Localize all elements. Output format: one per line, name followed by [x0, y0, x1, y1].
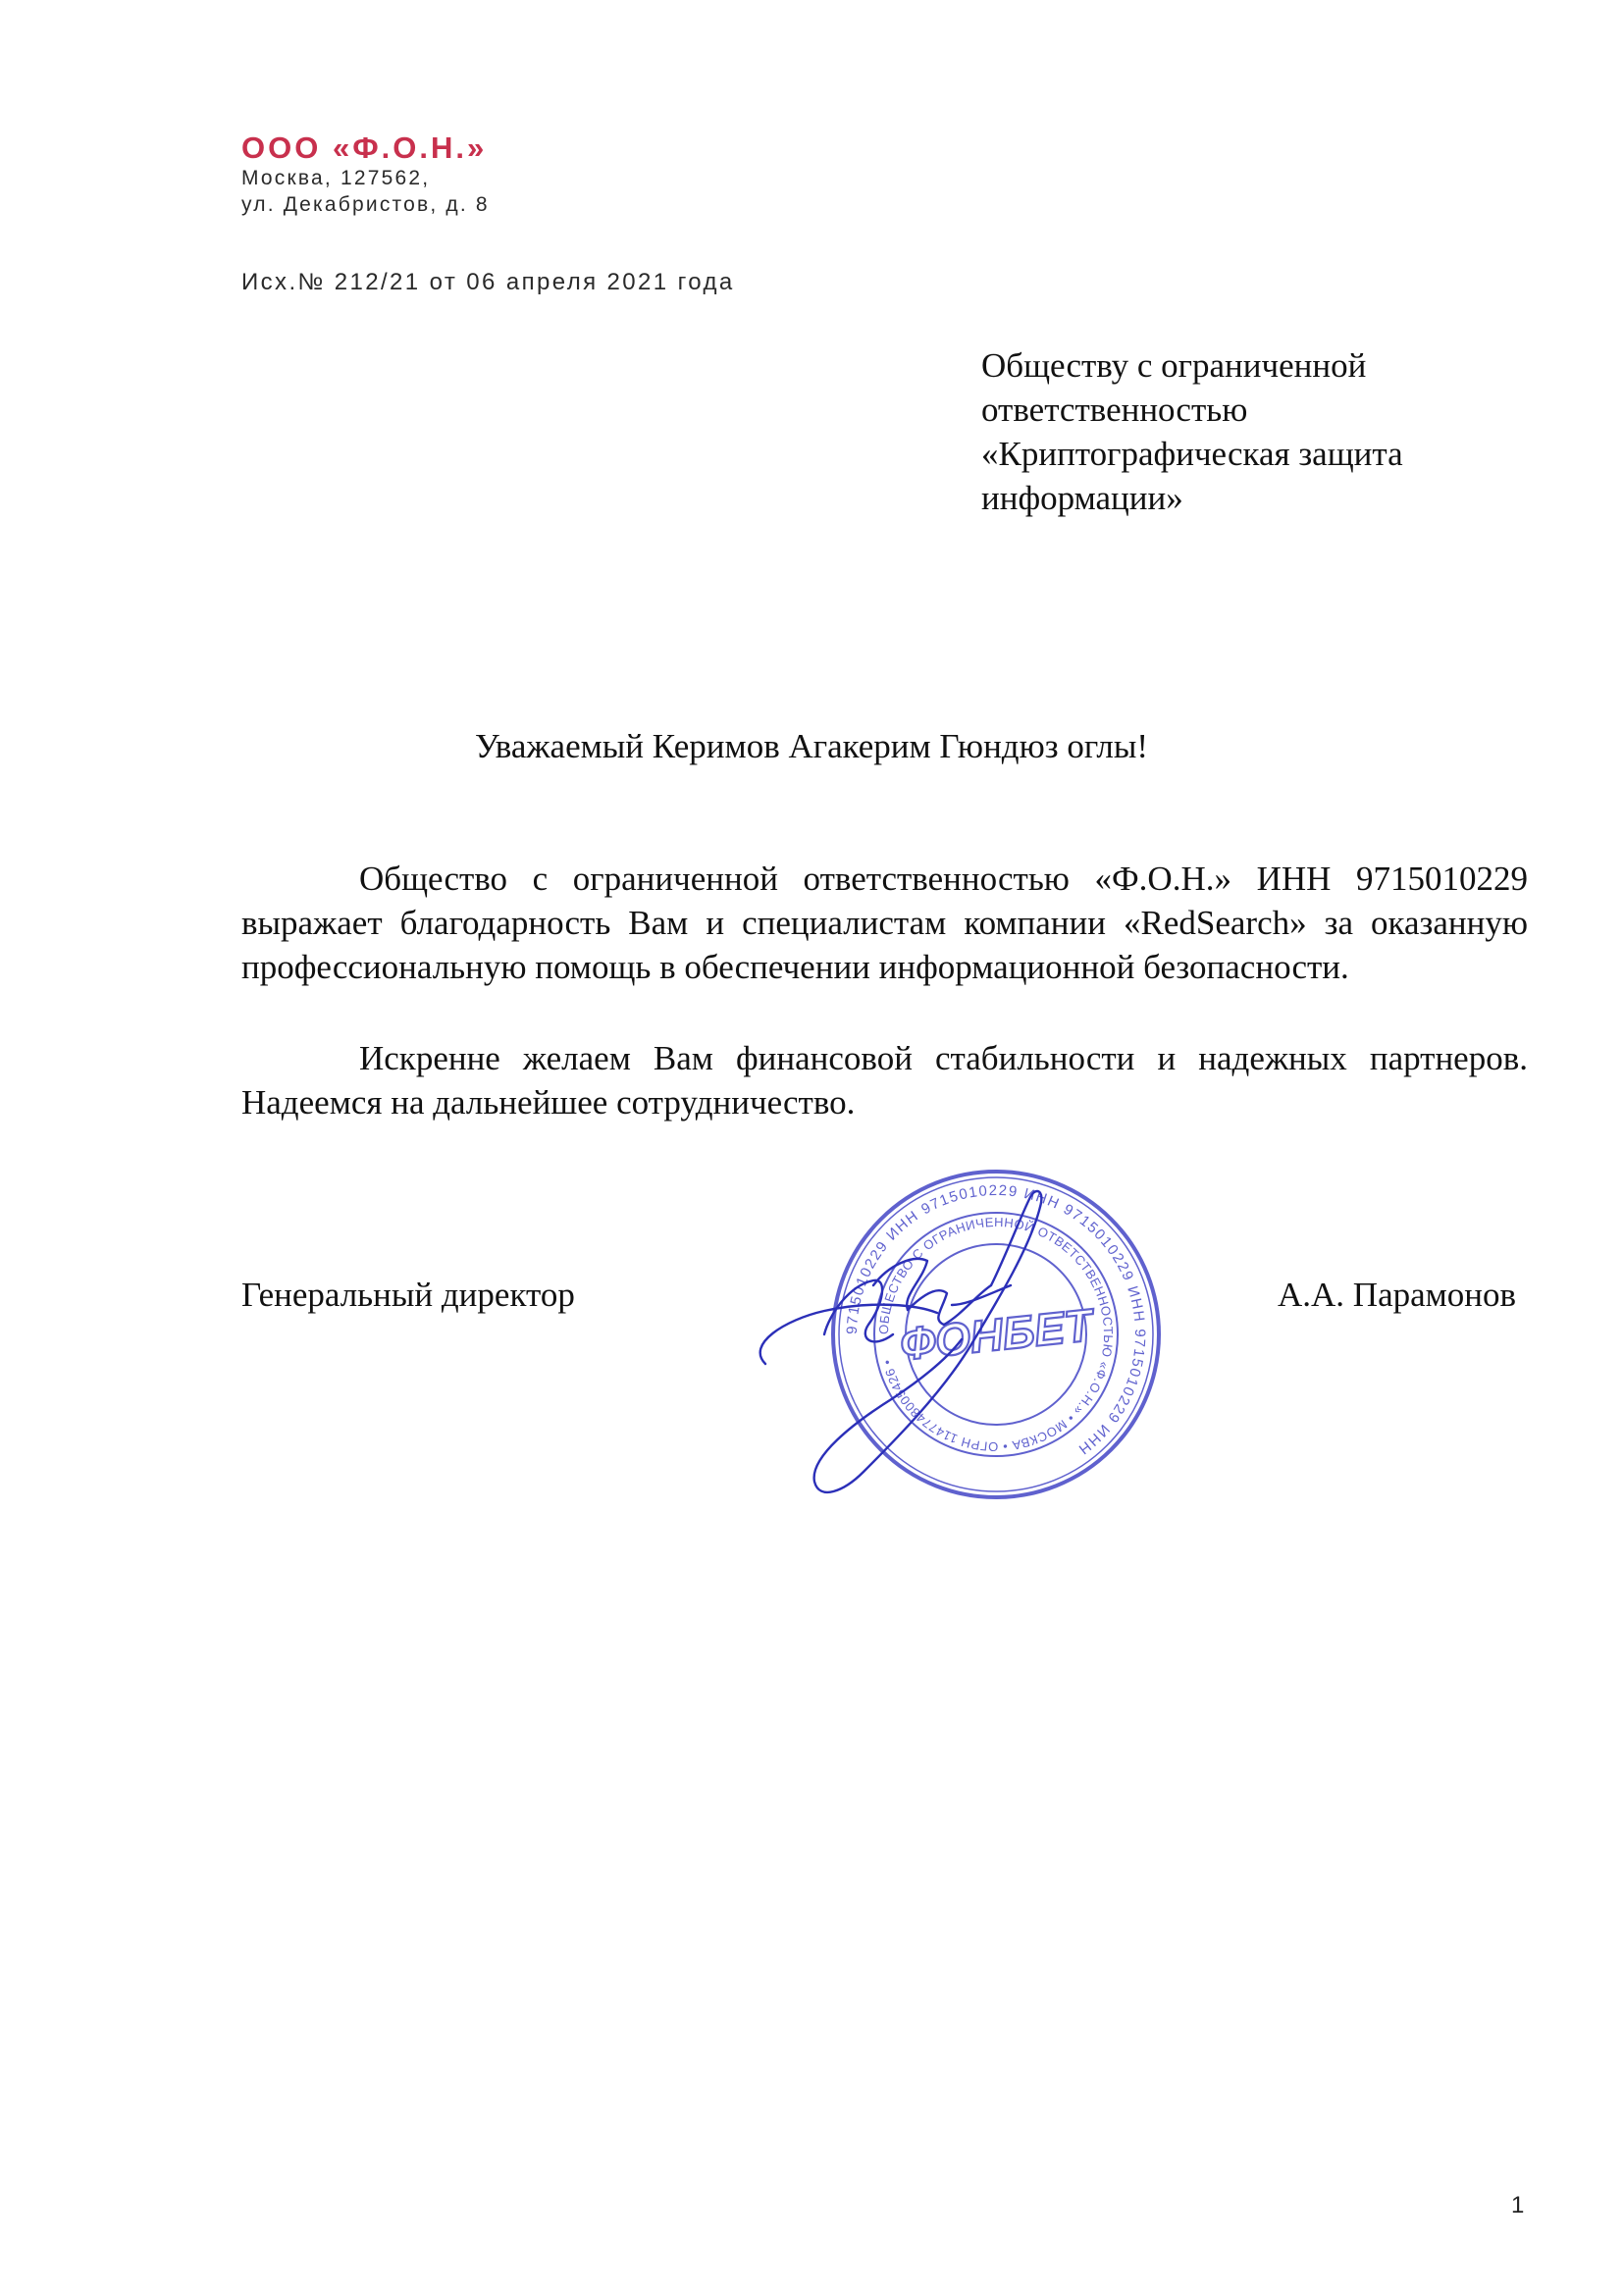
- company-stamp: [833, 1172, 1159, 1497]
- body-paragraph: Искренне желаем Вам финансовой стабильности и надежных партнеров. Надеемся на дальнейшее сотрудничество.: [241, 1039, 1528, 1122]
- recipient-line: ответственностью: [981, 391, 1248, 429]
- page-number: 1: [1511, 2192, 1525, 2218]
- body-paragraph: Общество с ограниченной ответственностью «Ф.О.Н.» ИНН 9715010229 выражает благодарность Вам и специалистам компании «RedSearch» за оказанную профессиональную помощь в обеспечении информационной безопасности.: [241, 860, 1528, 986]
- recipient-block: [981, 343, 1403, 520]
- signer-name: А.А. Парамонов: [1278, 1276, 1517, 1314]
- salutation: Уважаемый Керимов Агакерим Гюндюз оглы!: [474, 727, 1149, 765]
- signer-title: Генеральный директор: [241, 1276, 575, 1314]
- stamp-inner-ring-text: ОБЩЕСТВО С ОГРАНИЧЕННОЙ ОТВЕТСТВЕННОСТЬЮ «Ф.О.Н.» • МОСКВА • ОГРН 1147748005426 •: [875, 1214, 1117, 1455]
- stamp-and-signature: [726, 1138, 1276, 1550]
- address-line-2: ул. Декабристов, д. 8: [241, 193, 490, 216]
- outgoing-reference: Исх.№ 212/21 от 06 апреля 2021 года: [241, 269, 735, 295]
- stamp-center-text: ФОНБЕТ: [897, 1298, 1095, 1371]
- recipient-line: информации»: [981, 479, 1183, 517]
- stamp-outer-ring-text: 9715010229 ИНН 9715010229 ИНН 9715010229 ИНН 9715010229 ИНН: [843, 1181, 1149, 1459]
- recipient-line: «Криптографическая защита: [981, 435, 1403, 473]
- address-line-1: Москва, 127562,: [241, 167, 431, 189]
- company-name: ООО «Ф.О.Н.»: [241, 130, 488, 165]
- recipient-line: Обществу с ограниченной: [981, 346, 1367, 385]
